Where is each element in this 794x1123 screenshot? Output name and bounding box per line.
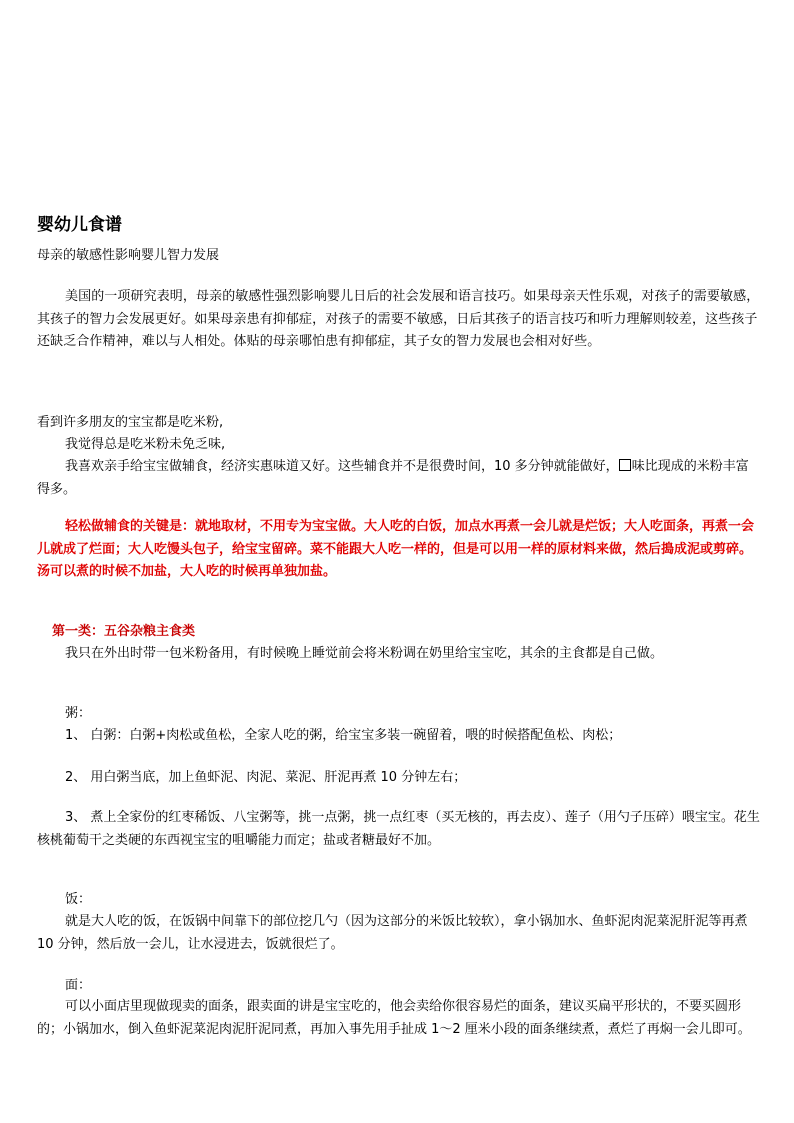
porridge-item-3: 3、 煮上全家份的红枣稀饭、八宝粥等，挑一点粥，挑一点红枣（买无核的，再去皮）、莲子（用勺子压碎）喂宝宝。花生核桃葡萄干之类硬的东西视宝宝的咀嚼能力而定；盐或者糖最好不加。 bbox=[37, 810, 760, 848]
key-tip-paragraph: 轻松做辅食的关键是：就地取材，不用专为宝宝做。大人吃的白饭，加点水再煮一会儿就是烂饭；大人吃面条，再煮一会儿就成了烂面；大人吃馒头包子，给宝宝留碎。菜不能跟大人吃一样的，但是可以用一样的原材料来做，然后搗成泥或剪碎。汤可以煮的时候不加盐，大人吃的时候再单独加盐。 bbox=[37, 519, 755, 579]
intro-text-b: 味比现成的米粉丰富得多。 bbox=[37, 459, 749, 497]
intro-paragraph bbox=[37, 456, 761, 501]
intro-text-a: 我喜欢亲手给宝宝做辅食，经济实惠味道又好。这些辅食并不是很费时间，10 多分钟就能做好， bbox=[65, 459, 619, 474]
noodle-paragraph: 可以小面店里现做现卖的面条，跟卖面的讲是宝宝吃的，他会卖给你很容易烂的面条，建议买扁平形状的，不要买圆形的；小锅加水，倒入鱼虾泥菜泥肉泥肝泥同煮，再加入事先用手扯成 1～2 厘米小段的面条继续煮，煮烂了再焖一会儿即可。 bbox=[37, 999, 751, 1037]
section-heading-grains: 第一类：五谷杂粮主食类 bbox=[52, 624, 196, 639]
missing-glyph-box-icon bbox=[619, 459, 631, 471]
porridge-label: 粥： bbox=[65, 706, 92, 721]
research-paragraph: 美国的一项研究表明，母亲的敏感性强烈影响婴儿日后的社会发展和语言技巧。如果母亲天性乐观，对孩子的需要敏感，其孩子的智力会发展更好。如果母亲患有抑郁症，对孩子的需要不敏感，日后其孩子的语言技巧和听力理解则较差，这些孩子还缺乏合作精神，难以与人相处。体贴的母亲哪怕患有抑郁症，其子女的智力发展也会相对好些。 bbox=[37, 289, 760, 349]
subtitle: 母亲的敏感性影响婴儿智力发展 bbox=[37, 248, 220, 263]
rice-label: 饭： bbox=[65, 892, 92, 907]
noodle-label: 面： bbox=[65, 978, 92, 993]
intro-line-2: 我觉得总是吃米粉未免乏味, bbox=[65, 437, 226, 452]
document-title: 婴幼儿食谱 bbox=[37, 215, 122, 235]
grains-intro: 我只在外出时带一包米粉备用，有时候晚上睡觉前会将米粉调在奶里给宝宝吃，其余的主食都是自己做。 bbox=[65, 646, 664, 661]
rice-paragraph: 就是大人吃的饭，在饭锅中间靠下的部位挖几勺（因为这部分的米饭比较软），拿小锅加水、鱼虾泥肉泥菜泥肝泥等再煮 10 分钟，然后放一会儿，让水浸进去，饭就很烂了。 bbox=[37, 914, 748, 952]
porridge-item-2: 2、 用白粥当底，加上鱼虾泥、肉泥、菜泥、肝泥再煮 10 分钟左右； bbox=[65, 770, 467, 785]
porridge-item-1: 1、 白粥：白粥+肉松或鱼松，全家人吃的粥，给宝宝多装一碗留着，喂的时候搭配鱼松、肉松； bbox=[65, 728, 622, 743]
intro-line-1: 看到许多朋友的宝宝都是吃米粉, bbox=[37, 415, 224, 430]
